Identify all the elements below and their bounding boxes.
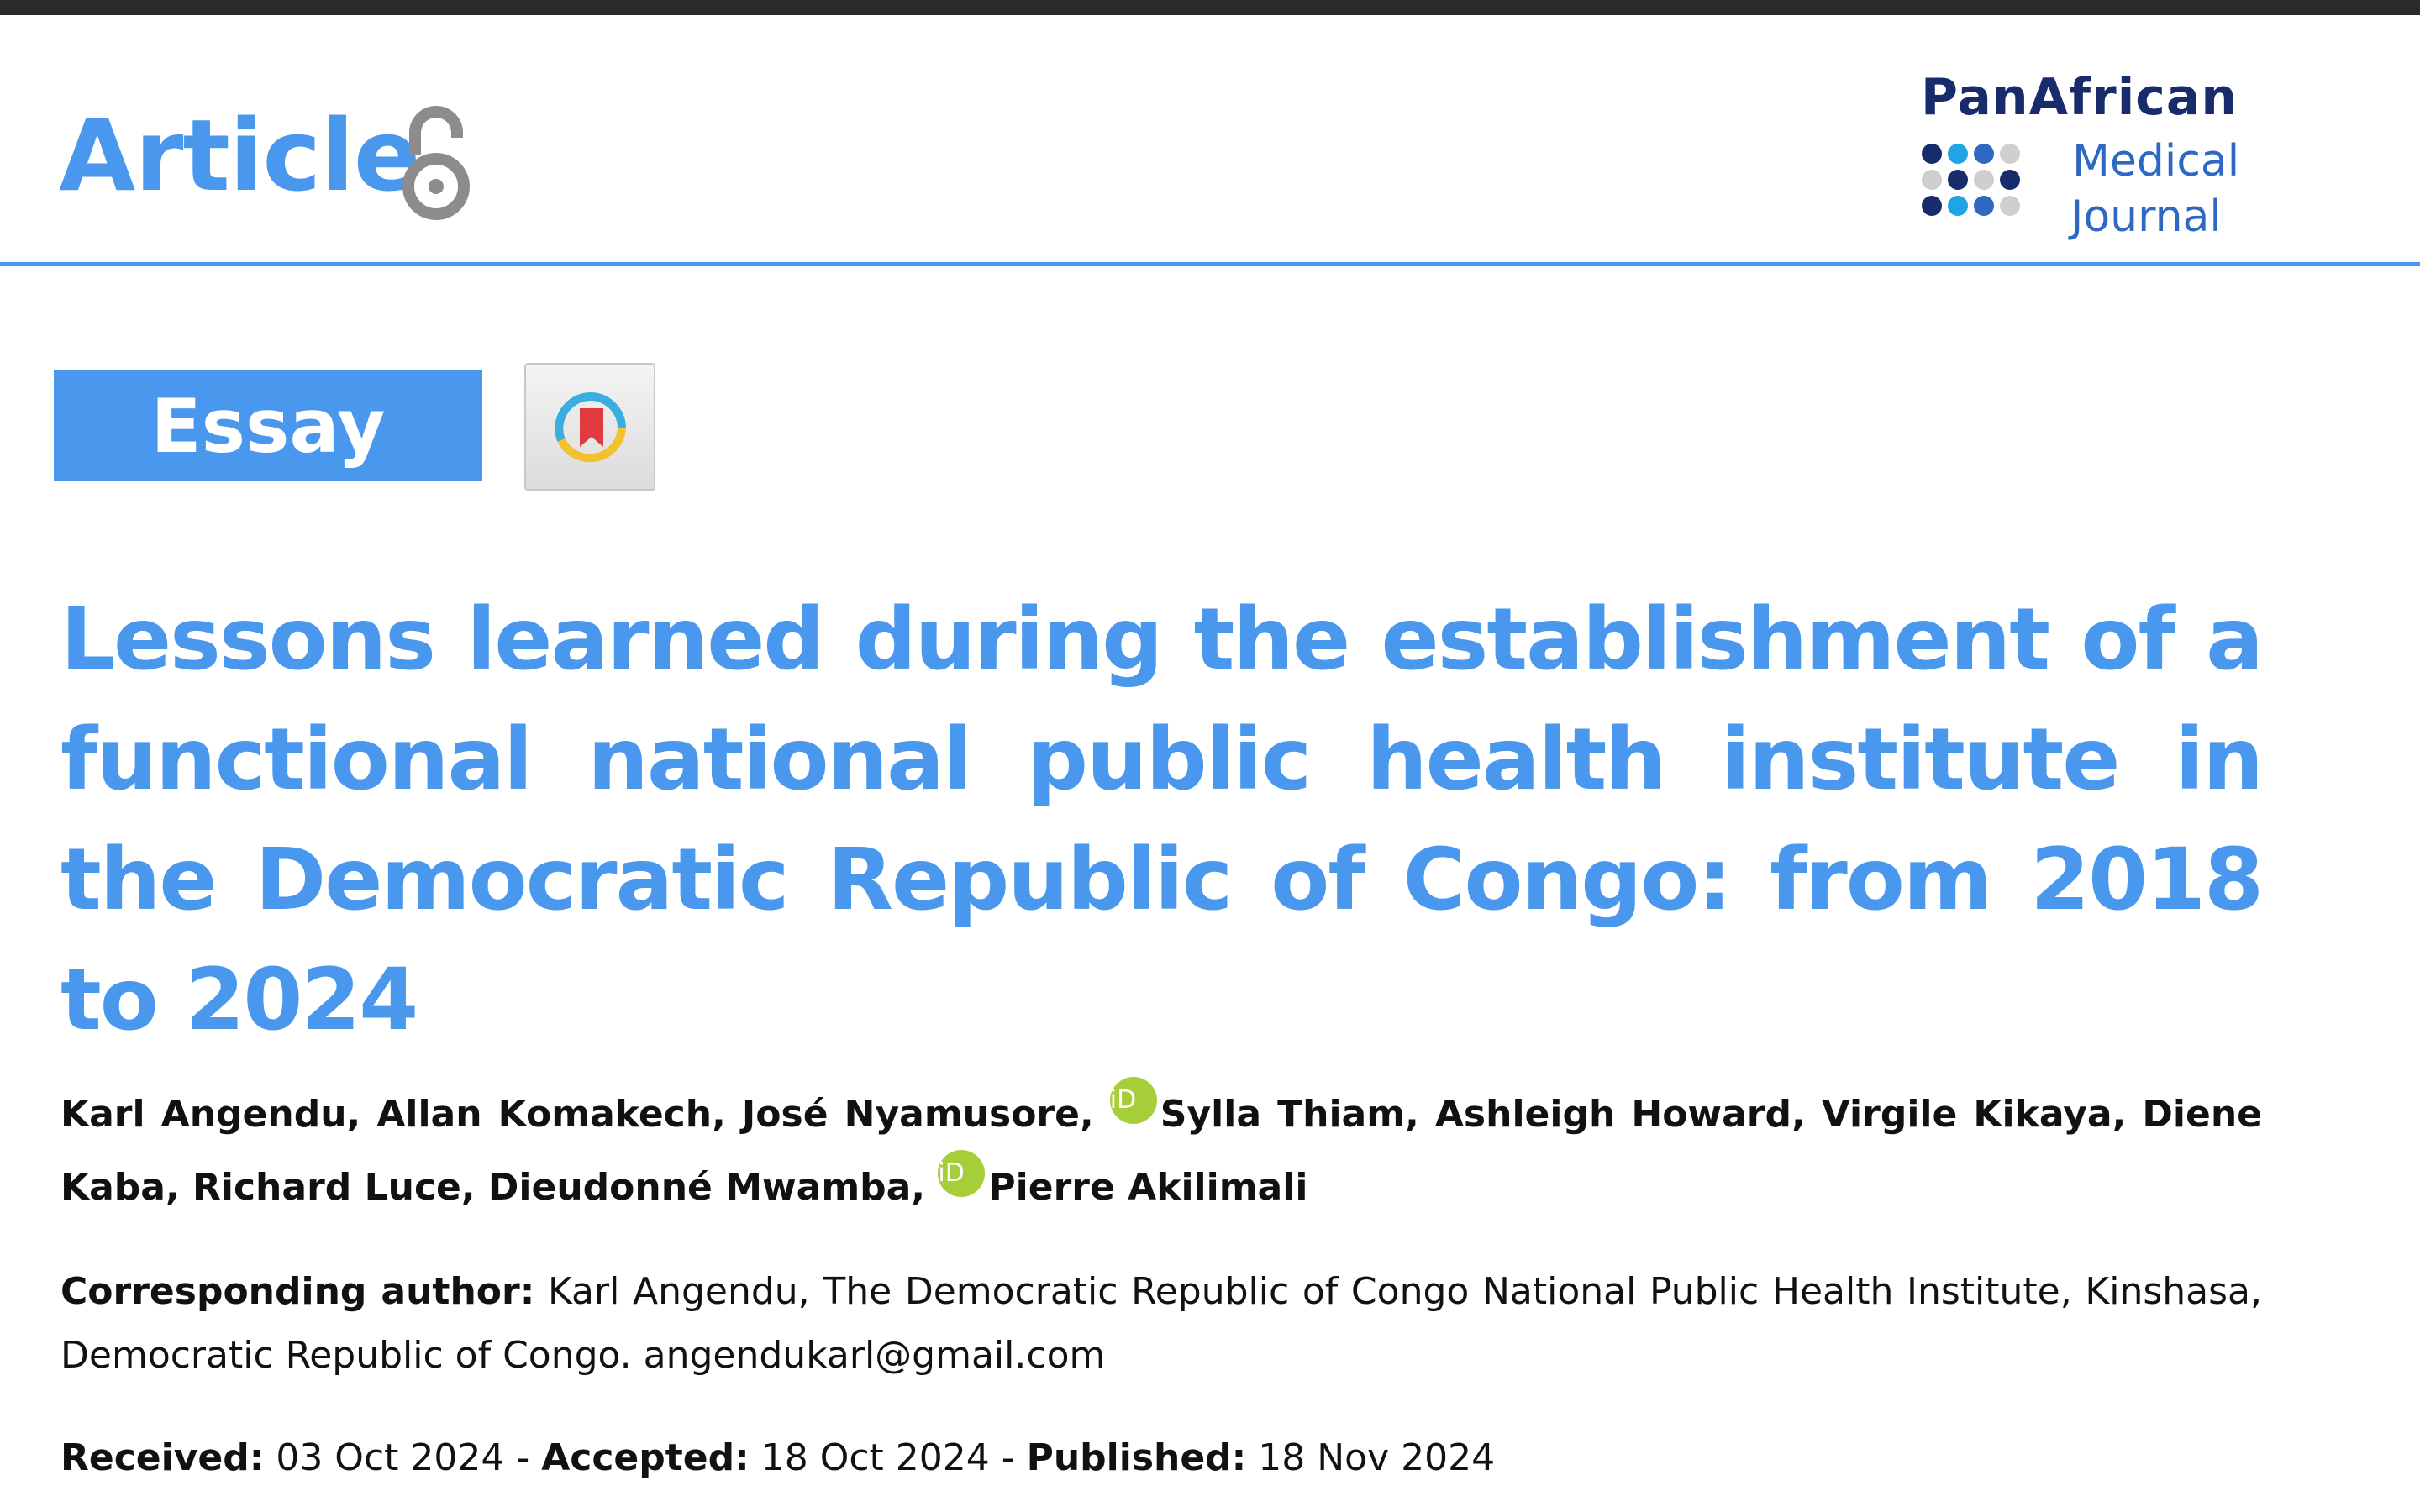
author-names: Sylla Thiam, Ashleigh Howard, Virgile Kikaya, Diene Kaba, Richard Luce, Dieudonné Mwamba, (60, 1093, 2263, 1209)
accepted-label: Accepted: (541, 1436, 750, 1479)
logo-journal-text: Journal (2070, 192, 2222, 242)
open-access-lock-icon (398, 104, 474, 222)
received-label: Received: (60, 1436, 265, 1479)
header-divider (0, 262, 2420, 266)
corresponding-author-label: Corresponding author: (60, 1270, 535, 1313)
orcid-icon[interactable]: iD (1110, 1077, 1157, 1124)
corresponding-author (60, 1260, 2262, 1388)
accepted-date: 18 Oct 2024 - (749, 1436, 1027, 1479)
author-list (60, 1077, 2262, 1223)
published-date: 18 Nov 2024 (1246, 1436, 1496, 1479)
published-label: Published: (1026, 1436, 1247, 1479)
logo-dots-icon (1921, 143, 2022, 244)
article-title: Lessons learned during the establishment of a functional national public health institute in the Democratic Republic of Congo: from 2018 to 2024 (60, 590, 2262, 1050)
window-top-bar (0, 0, 2420, 15)
article-type-badge: Essay (54, 370, 482, 481)
logo-title: PanAfrican (1921, 68, 2238, 127)
article-label: Article (59, 97, 420, 213)
journal-logo (1916, 68, 2269, 249)
orcid-icon[interactable]: iD (938, 1150, 985, 1197)
logo-medical-text: Medical (2072, 136, 2240, 186)
author-names: Pierre Akilimali (988, 1166, 1308, 1209)
corresponding-author-text: Karl Angendu, The Democratic Republic of Congo National Public Health Institute, Kinshasa, Democratic Republic of Congo. angendukarl@gmail.com (60, 1270, 2262, 1377)
crossmark-button[interactable] (524, 363, 655, 491)
crossmark-bookmark-icon (544, 381, 639, 475)
received-date: 03 Oct 2024 - (264, 1436, 542, 1479)
publication-dates (60, 1426, 2262, 1490)
author-names: Karl Angendu, Allan Komakech, José Nyamusore, (60, 1093, 1110, 1136)
